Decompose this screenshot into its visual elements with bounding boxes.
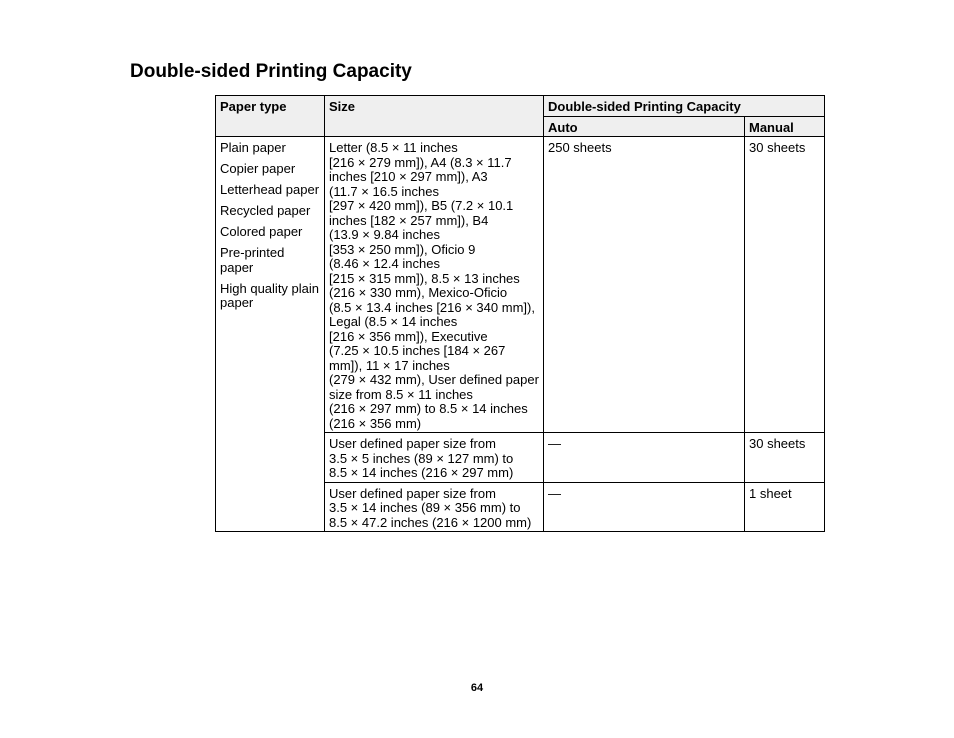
size-line: (216 × 356 mm) [329,415,422,431]
header-capacity: Double-sided Printing Capacity [544,96,825,117]
size-line: Legal (8.5 × 14 inches [329,314,458,329]
header-auto: Auto [544,116,745,137]
size-line: (279 × 432 mm), User defined paper [329,372,539,387]
auto-capacity-cell: — [544,482,745,532]
auto-capacity-cell: 250 sheets [544,137,745,433]
size-line: User defined paper size from [329,485,496,501]
table-row [216,137,825,433]
paper-type-item: Letterhead paper [220,182,320,197]
size-line: (7.25 × 10.5 inches [184 × 267 [329,343,506,358]
manual-capacity-cell: 30 sheets [745,137,825,433]
size-cell [325,433,544,483]
size-line: 3.5 × 14 inches (89 × 356 mm) to [329,500,521,515]
size-line: (8.46 × 12.4 inches [329,256,440,271]
size-line: Letter (8.5 × 11 inches [329,140,458,155]
auto-capacity-cell: — [544,433,745,483]
size-cell [325,137,544,433]
capacity-table [215,95,825,532]
size-line: [297 × 420 mm]), B5 (7.2 × 10.1 [329,198,514,213]
page-title: Double-sided Printing Capacity [130,61,412,82]
size-line: inches [182 × 257 mm]), B4 [329,212,489,228]
size-line: (11.7 × 16.5 inches [329,183,439,199]
paper-type-item: Plain paper [220,140,286,155]
header-manual: Manual [745,116,825,137]
size-line: mm]), 11 × 17 inches [329,357,450,373]
size-line: [215 × 315 mm]), 8.5 × 13 inches [329,270,520,286]
size-line: (216 × 297 mm) to 8.5 × 14 inches [329,401,528,416]
size-line: size from 8.5 × 11 inches [329,386,473,402]
paper-type-cell [216,137,325,532]
manual-capacity-cell: 1 sheet [745,482,825,532]
size-line: 8.5 × 14 inches (216 × 297 mm) [329,465,514,480]
size-cell [325,482,544,532]
table-body [216,96,825,532]
paper-type-item: Pre-printed paper [220,245,285,275]
size-line: (216 × 330 mm), Mexico-Oficio [329,285,508,300]
size-line: [353 × 250 mm]), Oficio 9 [329,241,476,257]
manual-capacity-cell: 30 sheets [745,433,825,483]
paper-type-item: Copier paper [220,161,296,176]
size-line: (13.9 × 9.84 inches [329,227,440,242]
size-line: [216 × 356 mm]), Executive [329,328,488,344]
page-number: 64 [470,682,484,694]
paper-type-item: High quality plain paper [220,280,320,310]
header-row-top [216,96,825,117]
header-paper-type: Paper type [216,96,325,137]
size-line: inches [210 × 297 mm]), A3 [329,169,488,184]
size-line: 8.5 × 47.2 inches (216 × 1200 mm) [329,514,532,530]
size-line: 3.5 × 5 inches (89 × 127 mm) to [329,450,514,466]
paper-type-item: Recycled paper [220,203,311,218]
size-line: User defined paper size from [329,436,496,451]
header-size: Size [325,96,544,137]
size-line: [216 × 279 mm]), A4 (8.3 × 11.7 [329,154,512,170]
size-line: (8.5 × 13.4 inches [216 × 340 mm]), [329,299,535,315]
paper-type-item: Colored paper [220,224,303,239]
